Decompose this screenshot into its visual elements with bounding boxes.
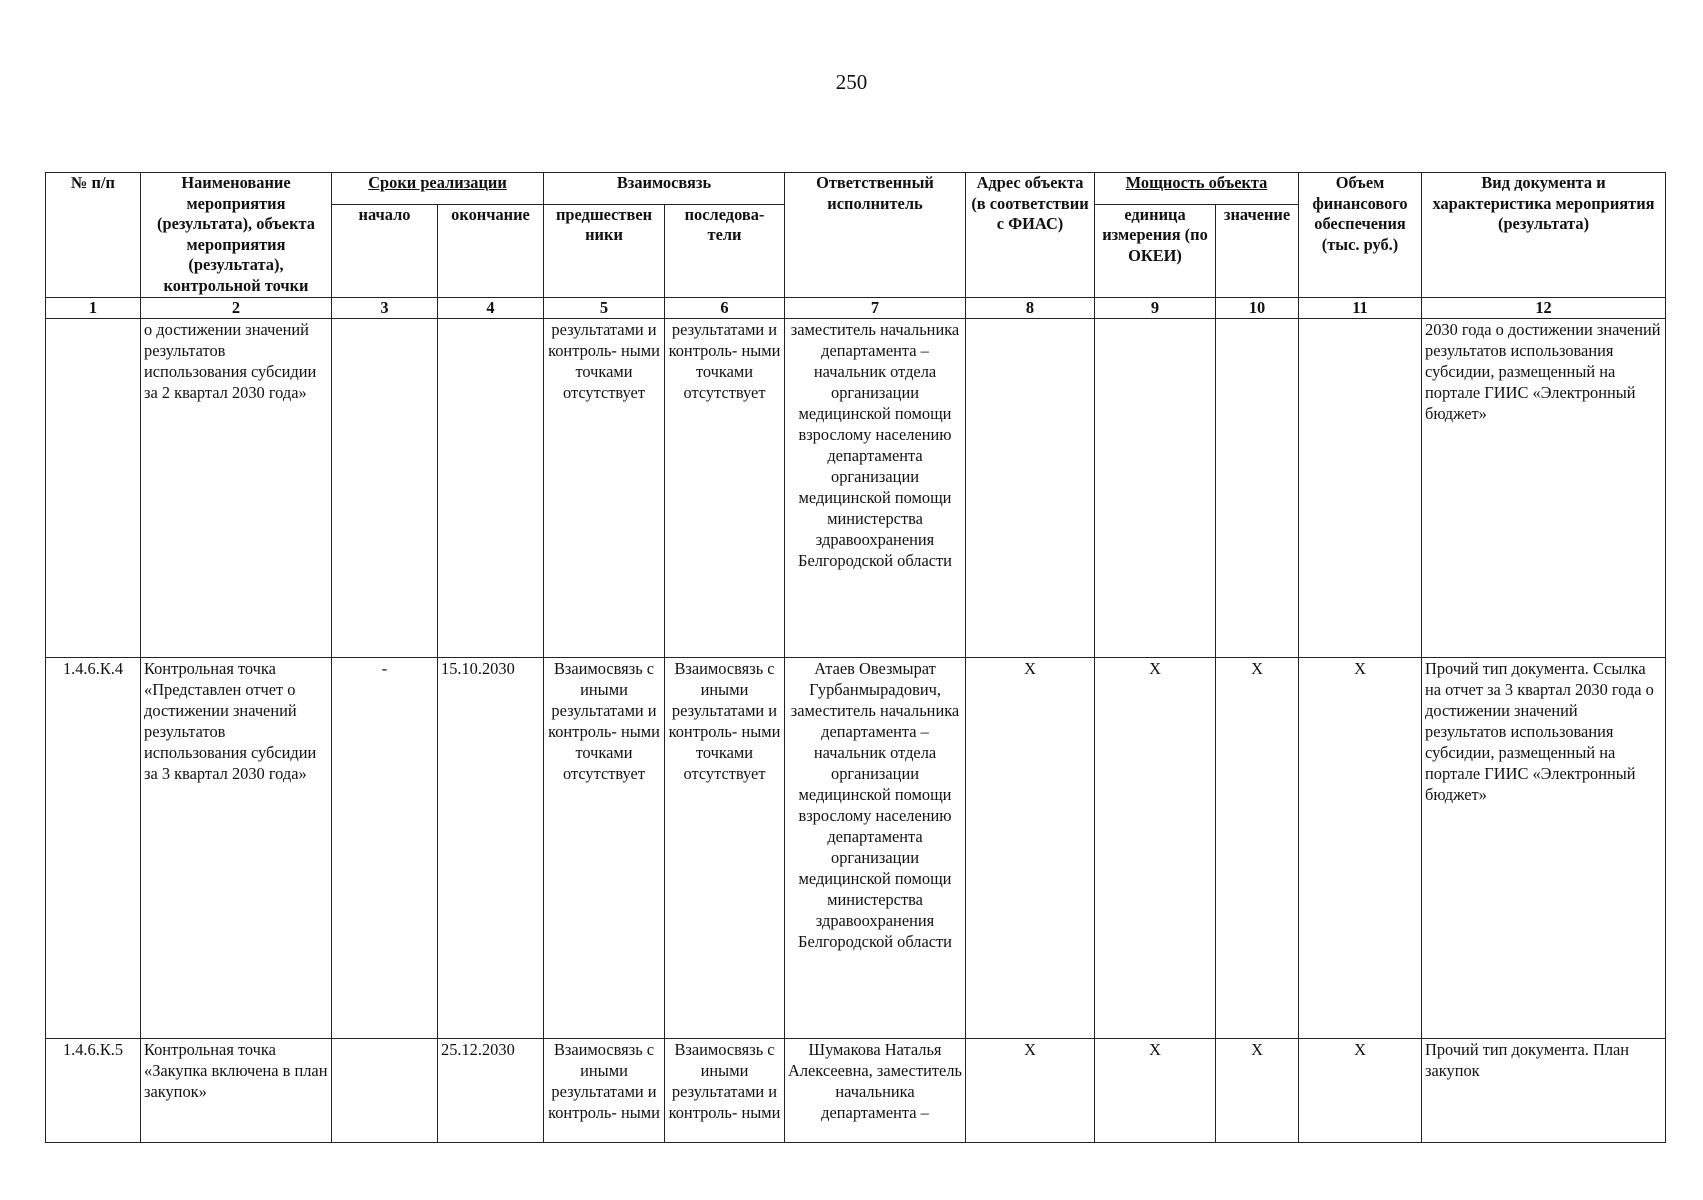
header-doc: Вид документа и характеристика мероприятия (результата): [1422, 173, 1666, 298]
row-pred: Взаимосвязь с иными результатами и контроль- ными: [544, 1039, 665, 1143]
row-unit: Х: [1095, 1039, 1216, 1143]
row-succ: результатами и контроль- ными точками отсутствует: [665, 319, 785, 658]
table-row: [46, 1039, 1666, 1143]
row-fin: Х: [1299, 1039, 1422, 1143]
table-row: [46, 319, 1666, 658]
col-number: 11: [1299, 298, 1422, 319]
row-succ: Взаимосвязь с иными результатами и контроль- ными точками отсутствует: [665, 658, 785, 1039]
col-number: 8: [966, 298, 1095, 319]
header-resp: Ответственный исполнитель: [785, 173, 966, 298]
plan-table: [45, 172, 1666, 1143]
header-addr: Адрес объекта (в соответствии с ФИАС): [966, 173, 1095, 298]
col-number: 9: [1095, 298, 1216, 319]
column-numbers-row: [46, 298, 1666, 319]
row-fin: Х: [1299, 658, 1422, 1039]
row-unit: [1095, 319, 1216, 658]
row-pred: Взаимосвязь с иными результатами и контроль- ными точками отсутствует: [544, 658, 665, 1039]
col-number: 2: [141, 298, 332, 319]
row-name: Контрольная точка «Представлен отчет о достижении значений результатов использования субсидии за 3 квартал 2030 года»: [141, 658, 332, 1039]
row-unit: Х: [1095, 658, 1216, 1039]
header-succ: последова- тели: [665, 204, 785, 297]
row-num: [46, 319, 141, 658]
header-start: начало: [332, 204, 438, 297]
row-name: Контрольная точка «Закупка включена в план закупок»: [141, 1039, 332, 1143]
header-end: окончание: [438, 204, 544, 297]
table-row: [46, 658, 1666, 1039]
row-addr: Х: [966, 1039, 1095, 1143]
row-start: -: [332, 658, 438, 1039]
row-start: [332, 319, 438, 658]
header-name: Наименование мероприятия (результата), объекта мероприятия (результата), контрольной точки: [141, 173, 332, 298]
col-number: 10: [1216, 298, 1299, 319]
row-value: Х: [1216, 1039, 1299, 1143]
row-end: 25.12.2030: [438, 1039, 544, 1143]
header-power-label: Мощность объекта: [1125, 173, 1268, 192]
row-num: 1.4.6.К.5: [46, 1039, 141, 1143]
col-number: 6: [665, 298, 785, 319]
header-link: Взаимосвязь: [544, 173, 785, 205]
col-number: 1: [46, 298, 141, 319]
row-end: [438, 319, 544, 658]
col-number: 12: [1422, 298, 1666, 319]
row-addr: [966, 319, 1095, 658]
row-doc: Прочий тип документа. Ссылка на отчет за 3 квартал 2030 года о достижении значений результатов использования субсидии, размещенный на портале ГИИС «Электронный бюджет»: [1422, 658, 1666, 1039]
row-value: [1216, 319, 1299, 658]
row-doc: Прочий тип документа. План закупок: [1422, 1039, 1666, 1143]
header-power: [1095, 173, 1299, 205]
header-terms-label: Сроки реализации: [368, 173, 507, 192]
row-doc: 2030 года о достижении значений результатов использования субсидии, размещенный на портале ГИИС «Электронный бюджет»: [1422, 319, 1666, 658]
row-end: 15.10.2030: [438, 658, 544, 1039]
col-number: 4: [438, 298, 544, 319]
col-number: 3: [332, 298, 438, 319]
page-number: 250: [835, 70, 868, 94]
header-pred: предшествен ники: [544, 204, 665, 297]
row-value: Х: [1216, 658, 1299, 1039]
row-name: о достижении значений результатов использования субсидии за 2 квартал 2030 года»: [141, 319, 332, 658]
row-resp: Атаев Овезмырат Гурбанмырадович, заместитель начальника департамента – начальник отдела организации медицинской помощи взрослому населению департамента организации медицинской помощи министерства здравоохранения Белгородской области: [785, 658, 966, 1039]
col-number: 5: [544, 298, 665, 319]
row-fin: [1299, 319, 1422, 658]
header-num: № п/п: [46, 173, 141, 298]
row-resp: Шумакова Наталья Алексеевна, заместитель начальника департамента –: [785, 1039, 966, 1143]
header-row-1: [46, 173, 1666, 205]
row-resp: заместитель начальника департамента – начальник отдела организации медицинской помощи взрослому населению департамента организации медицинской помощи министерства здравоохранения Белгородской области: [785, 319, 966, 658]
row-num: 1.4.6.К.4: [46, 658, 141, 1039]
row-start: [332, 1039, 438, 1143]
header-fin: Объем финансового обеспечения (тыс. руб.): [1299, 173, 1422, 298]
row-addr: Х: [966, 658, 1095, 1039]
header-terms: [332, 173, 544, 205]
row-succ: Взаимосвязь с иными результатами и контроль- ными: [665, 1039, 785, 1143]
header-value: значение: [1216, 204, 1299, 297]
header-unit: единица измерения (по ОКЕИ): [1095, 204, 1216, 297]
col-number: 7: [785, 298, 966, 319]
row-pred: результатами и контроль- ными точками отсутствует: [544, 319, 665, 658]
